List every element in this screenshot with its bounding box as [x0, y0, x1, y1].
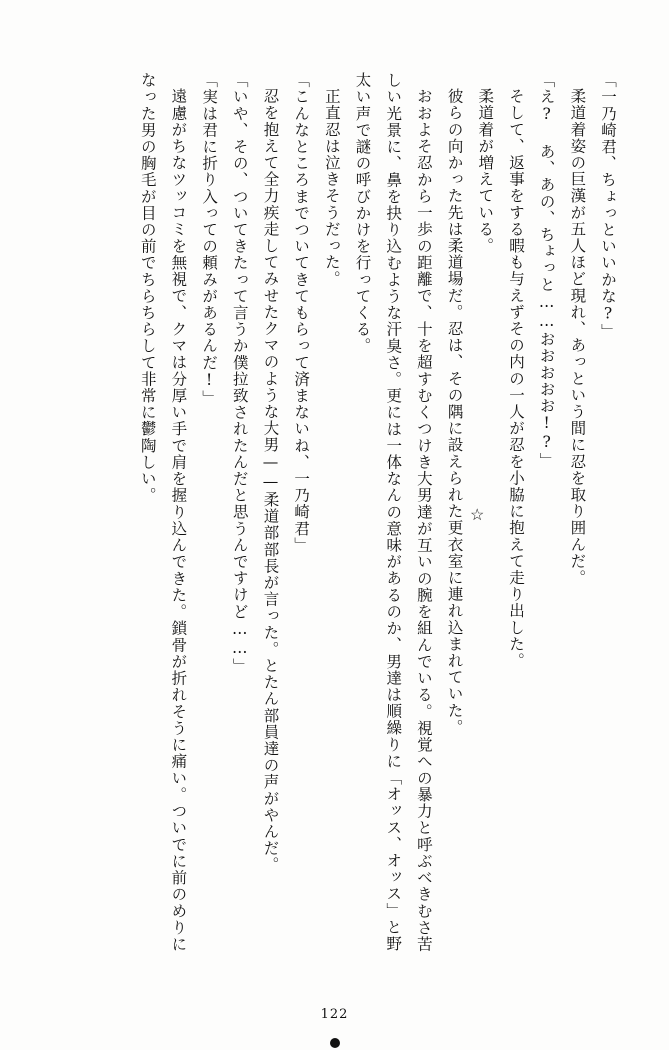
star-separator-icon: ☆ — [470, 505, 485, 524]
bottom-dot-decoration — [330, 1038, 340, 1048]
paragraph: 柔道着姿の巨漢が五人ほど現れ、あっという間に忍を取り囲んだ。 — [568, 87, 587, 586]
page-number: 122 — [320, 1007, 349, 1022]
paragraph: 「え? あ、あの、ちょっと……おおおおお!?」 — [537, 72, 556, 469]
page-text-body — [46, 72, 623, 952]
paragraph: 忍を抱えて全力疾走してみせたクマのような大男——柔道部部長が言った。とたん部員達の声がやんだ。 — [261, 87, 280, 873]
paragraph: 彼らの向かった先は柔道場だ。忍は、その隅に設えられた更衣室に連れ込まれていた。 — [445, 87, 464, 735]
paragraph: 「一乃崎君、ちょっといいかな?」 — [599, 72, 617, 341]
paragraph: 「こんなところまでついてきてもらって済まないね、一乃崎君」 — [292, 72, 311, 554]
paragraph: そして、返事をする暇も与えずその内の一人が忍を小脇に抱えて走り出した。 — [506, 87, 525, 669]
paragraph: 正直忍は泣きそうだった。 — [322, 87, 341, 287]
paragraph: 柔道着が増えている。 — [476, 87, 495, 254]
paragraph: 「いや、その、ついてきたって言うか僕拉致されたんだと思うんですけど……」 — [230, 72, 249, 675]
paragraph: おおよそ忍から一歩の距離で、十を超すむくつけき大男達が互いの腕を組んでいる。視覚への暴力と呼ぶべきむさ苦しい光景に、鼻を抉り込むような汗臭さ。更には一体なんの意味があるのか、男達は順繰りに「オッス、オッス」と野太い声で謎の呼びかけを行ってくる。 — [353, 72, 433, 952]
paragraph: 遠慮がちなツッコミを無視で、クマは分厚い手で肩を握り込んできた。鎖骨が折れそうに痛い。ついでに前のめりになった男の胸毛が目の前でちらちらして非常に鬱陶しい。 — [138, 72, 188, 952]
paragraph: 「実は君に折り入っての頼みがあるんだ!」 — [200, 72, 219, 407]
